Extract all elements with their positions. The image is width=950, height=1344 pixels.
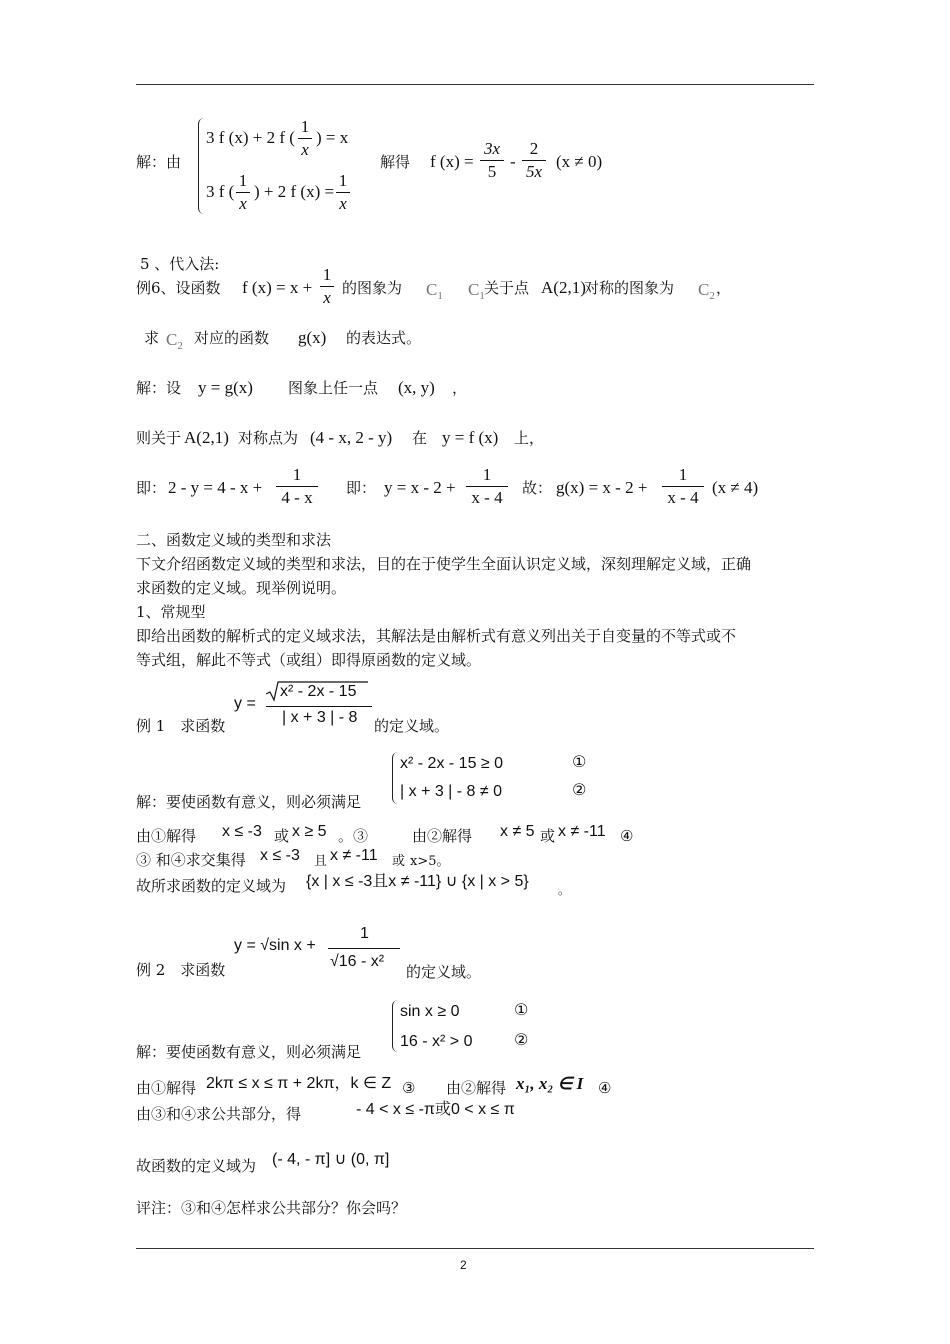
solution-6-text: ，: [452, 379, 468, 397]
equation-line: 3 f (x) + 2 f (: [206, 128, 295, 147]
paragraph: 求函数的定义域。现举例说明。: [136, 579, 347, 597]
remark: 评注：③和④怎样求公共部分？你会吗？: [136, 1199, 407, 1217]
paragraph: 等式组，解此不等式（或组）即得原函数的定义域。: [136, 651, 482, 669]
math-expr: (4 - x, 2 - y): [310, 428, 393, 447]
solution-6-text: 在: [412, 429, 428, 447]
solution-6-text: 故：: [522, 479, 553, 497]
solution-2-text: 由①解得: [136, 1079, 197, 1097]
example-6-text: 求: [144, 329, 160, 347]
solution-2-text: ③: [402, 1079, 416, 1097]
minus-sign: -: [510, 152, 516, 171]
paragraph: 下文介绍函数定义域的类型和求法，目的在于使学生全面认识定义域，深刻理解定义域，正确: [136, 555, 752, 573]
domain-result: (- 4, - π] ∪ (0, π]: [272, 1151, 390, 1168]
system-brace: [392, 1000, 399, 1052]
example-6-text: 对应的函数: [194, 329, 270, 347]
solution-6-text: 即：: [346, 479, 377, 497]
curve-c1: $C_1$: [426, 280, 443, 302]
curve-c2: $C_2$: [698, 280, 715, 302]
math-expr: - 4 < x ≤ -π或0 < x ≤ π: [356, 1101, 515, 1118]
curve-c2: $C_2$: [166, 330, 183, 352]
condition-1: x² - 2x - 15 ≥ 0: [400, 755, 504, 772]
solution-1-text: 由②解得: [412, 827, 473, 845]
math-expr: x ≥ 5: [292, 823, 327, 840]
fx-def: f (x) = x +: [242, 278, 313, 297]
paragraph: 即给出函数的解析式的定义域求法，其解法是由解析式有意义列出关于自变量的不等式或不: [136, 627, 737, 645]
fraction-numerator: 1: [360, 925, 369, 942]
math-expr: y = √sin x +: [234, 937, 316, 954]
solution-1-text: 。③: [338, 827, 369, 845]
solution-6-text: 解：设: [136, 379, 182, 397]
math-expr: 2kπ ≤ x ≤ π + 2kπ，k ∈ Z: [206, 1075, 392, 1092]
solution-2-text: ④: [598, 1079, 612, 1097]
fraction-denominator: √16 - x²: [330, 953, 385, 970]
example-1-label: 例 1 求函数: [136, 717, 226, 735]
example-2-label: 例 2 求函数: [136, 961, 226, 979]
fraction-2-over-5x: 2 5x: [522, 140, 546, 181]
solution-6-text: 则关于: [136, 429, 182, 447]
circled-2: ②: [572, 780, 587, 799]
math-expr: x ≤ -3: [222, 823, 262, 840]
system-brace: [198, 118, 205, 214]
equation-line-mid: ) + 2 f (x) =: [254, 182, 335, 201]
solution-1-text: x>5。: [410, 854, 450, 869]
solution-2-text: 由②解得: [446, 1079, 507, 1097]
math-expr: x ≠ 5: [500, 823, 535, 840]
fraction-1-over-x: 1 x: [320, 266, 334, 307]
fraction-1-over-x-minus-4: 1 x - 4: [466, 466, 508, 507]
subsection-title: 1、常规型: [136, 603, 206, 621]
example-6-text: ，: [716, 279, 732, 297]
solution-1-text: 且: [314, 854, 328, 869]
fraction-1-over-x: 1 x: [236, 172, 250, 213]
math-expr: 2 - y = 4 - x +: [168, 478, 263, 497]
solution-1-text: 故所求函数的定义域为: [136, 877, 287, 895]
example-6-text: 对称的图象为: [584, 279, 675, 297]
math-expr: y = x - 2 +: [384, 478, 456, 497]
example-2-tail: 的定义域。: [406, 963, 482, 981]
fraction-1-over-x-minus-4: 1 x - 4: [662, 466, 704, 507]
example-6-text: 例6、设函数: [136, 279, 221, 297]
domain-result: {x | x ≤ -3且x ≠ -11} ∪ {x | x > 5}: [306, 873, 529, 890]
solution-2-text: 解：要使函数有意义，则必须满足: [136, 1043, 362, 1061]
page-number: 2: [460, 1258, 467, 1272]
gx: g(x): [298, 328, 327, 347]
fraction-3x-over-5: 3x 5: [480, 140, 504, 181]
system-brace: [392, 752, 399, 804]
section-heading: 5 、代入法:: [140, 255, 220, 273]
solution-6-text: 即：: [136, 479, 167, 497]
solution-6-text: 图象上任一点: [288, 379, 379, 397]
condition: (x ≠ 0): [556, 152, 603, 171]
math-expr: x ≠ -11: [558, 823, 606, 840]
solution-1-text: 。: [558, 883, 571, 897]
math-expr: y = f (x): [442, 428, 499, 447]
fx-lhs: f (x) =: [430, 152, 474, 171]
math-expr: y = g(x): [198, 378, 253, 397]
fraction-numerator: x² - 2x - 15: [280, 683, 357, 700]
fraction-bar: [266, 706, 372, 707]
point-a: A(2,1): [541, 278, 586, 297]
fraction-1-over-x: 1 x: [298, 118, 312, 159]
solution-2-text: 由③和④求公共部分，得: [136, 1105, 302, 1123]
example-6-text: 的图象为: [342, 279, 403, 297]
math-expr: g(x) = x - 2 +: [556, 478, 648, 497]
circled-2: ②: [514, 1030, 529, 1049]
header-rule: [136, 84, 814, 85]
solution-6-text: 对称点为: [238, 429, 299, 447]
example-1-tail: 的定义域。: [374, 717, 450, 735]
footer-rule: [136, 1248, 814, 1249]
fraction-1-over-x: 1 x: [336, 172, 350, 213]
solution-1-text: 解：要使函数有意义，则必须满足: [136, 793, 362, 811]
equation-line-end: ) = x: [316, 128, 349, 147]
section-title: 二、函数定义域的类型和求法: [136, 531, 332, 549]
solution-1-text: 由①解得: [136, 827, 197, 845]
fraction-bar: [328, 948, 400, 949]
solution-2-text: 故函数的定义域为: [136, 1157, 257, 1175]
solution-1-text: 或: [392, 854, 406, 869]
curve-c1: $C_1$: [468, 280, 485, 302]
math-expr: x ≠ -11: [330, 847, 378, 864]
solve-label: 解得: [380, 153, 411, 171]
solution-1-text: ④: [620, 827, 634, 845]
solution-6-text: 上，: [514, 429, 545, 447]
example-6-text: 关于点: [484, 279, 530, 297]
math-expr: x₁, x₂ ∈ I: [516, 1074, 584, 1093]
fraction-1-over-4-minus-x: 1 4 - x: [276, 466, 318, 507]
circled-1: ①: [514, 1000, 529, 1019]
math-expr: y =: [234, 695, 256, 712]
math-expr: x ≤ -3: [260, 847, 300, 864]
condition-2: 16 - x² > 0: [400, 1033, 473, 1050]
condition-2: | x + 3 | - 8 ≠ 0: [400, 783, 503, 800]
condition: (x ≠ 4): [712, 478, 759, 497]
equation-line: 3 f (: [206, 182, 235, 201]
solution-1-text: ③ 和④求交集得: [136, 851, 246, 869]
circled-1: ①: [572, 752, 587, 771]
point-a: A(2,1): [184, 428, 229, 447]
example-6-text: 的表达式。: [346, 329, 422, 347]
fraction-denominator: | x + 3 | - 8: [282, 709, 358, 726]
solution-label: 解：由: [136, 153, 182, 171]
solution-1-text: 或: [540, 827, 556, 845]
solution-1-text: 或: [274, 827, 290, 845]
condition-1: sin x ≥ 0: [400, 1003, 460, 1020]
math-expr: (x, y): [398, 378, 435, 397]
